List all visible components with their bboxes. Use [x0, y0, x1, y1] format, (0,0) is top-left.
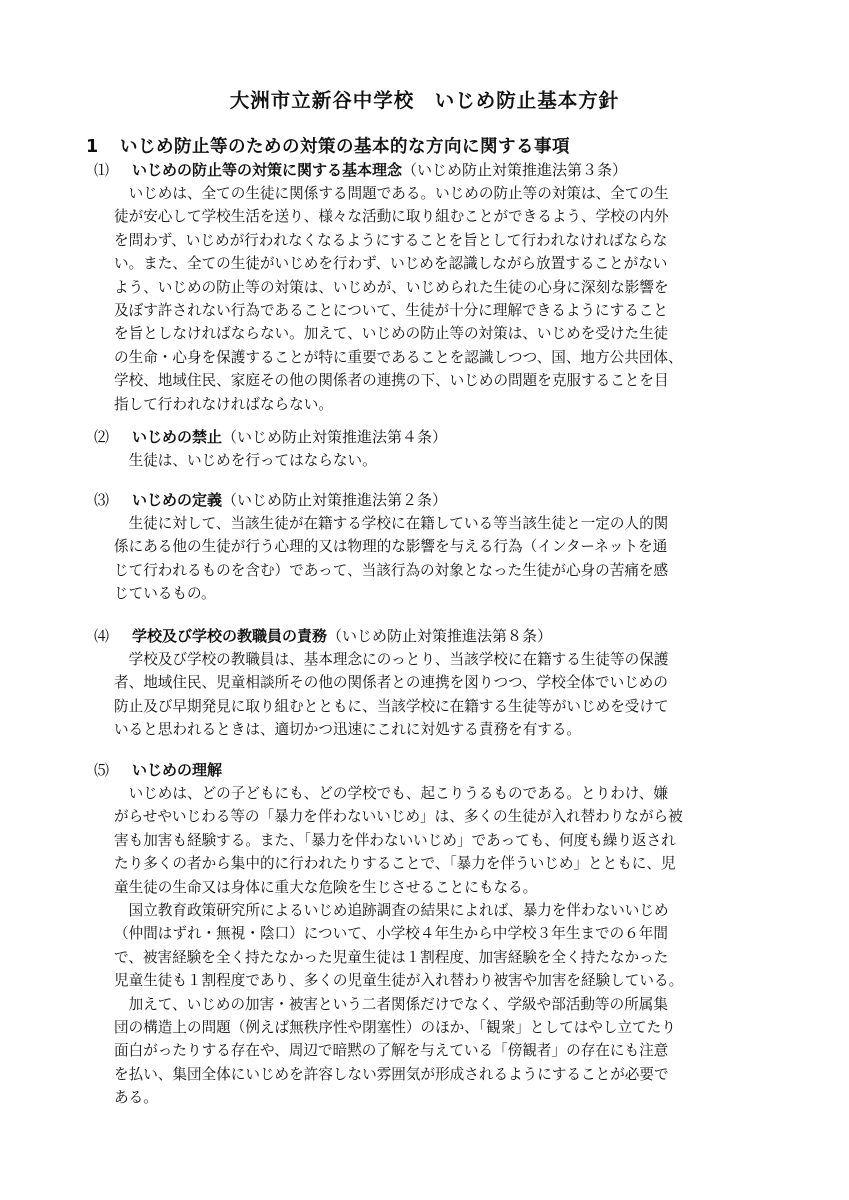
subsection-heading	[94, 488, 668, 512]
document-title: 大洲市立新谷中学校 いじめ防止基本方針	[229, 89, 620, 112]
paragraph	[114, 182, 683, 416]
text-line: がらせやいじわる等の「暴力を伴わないいじめ」は、多くの生徒が入れ替わりながら被	[114, 808, 683, 826]
text-line: 及ぼす許されない行為であることについて、生徒が十分に理解できるようにすること	[114, 301, 668, 319]
text-line: 生徒に対して、当該生徒が在籍する学校に在籍している等当該生徒と一定の人的関	[114, 515, 669, 532]
text-line: 学校及び学校の教職員は、基本理念にのっとり、当該学校に在籍する生徒等の保護	[114, 651, 669, 668]
law-reference: （いじめ防止対策推進法第３条）	[402, 161, 628, 179]
text-line: じているもの。	[114, 585, 216, 603]
subsection-number: ⑴	[94, 161, 110, 179]
subsection-label: いじめの理解	[132, 761, 223, 779]
paragraph	[114, 512, 668, 606]
text-line: 面白がったりする存在や、周辺で暗黙の了解を与えている「傍観者」の存在にも注意	[114, 1042, 669, 1060]
subsection-1	[94, 158, 683, 416]
text-line: いじめは、どの子どもにも、どの学校でも、起こりうるものである。とりわけ、嫌	[114, 785, 668, 802]
subsection-heading	[94, 624, 669, 648]
text-line: ある。	[114, 1089, 158, 1107]
subsection-label: いじめの禁止	[132, 428, 223, 446]
text-line: 者、地域住民、児童相談所その他の関係者との連携を図りつつ、学校全体でいじめの	[114, 674, 668, 692]
text-line: い。また、全ての生徒がいじめを行わず、いじめを認識しながら放置することがない	[114, 255, 668, 273]
text-line: たり多くの者から集中的に行われたりすることで、「暴力を伴ういじめ」とともに、児	[114, 855, 676, 873]
paragraph	[114, 648, 669, 742]
text-line: を旨としなければならない。加えて、いじめの防止等の対策は、いじめを受けた生徒	[114, 325, 669, 343]
section-number: 1	[86, 137, 99, 157]
paragraph	[114, 449, 447, 472]
text-line: で、被害経験を全く持たなかった児童生徒は１割程度、加害経験を全く持たなかった	[114, 948, 669, 966]
paragraph	[114, 782, 683, 1109]
text-line: いじめは、全ての生徒に関係する問題である。いじめの防止等の対策は、全ての生	[114, 185, 669, 202]
section-heading-text: いじめ防止等のための対策の基本的な方向に関する事項	[120, 137, 570, 157]
subsection-number: ⑷	[94, 627, 110, 645]
text-line: 国立教育政策研究所によるいじめ追跡調査の結果によれば、暴力を伴わないいじめ	[114, 901, 669, 919]
text-line: （仲間はずれ・無視・陰口）について、小学校４年生から中学校３年生までの６年間	[114, 925, 668, 943]
text-line: 児童生徒も１割程度であり、多くの児童生徒が入れ替わり被害や加害を経験している。	[114, 972, 684, 990]
subsection-number: ⑶	[94, 491, 110, 509]
text-line: 徒が安心して学校生活を送り、様々な活動に取り組むことができるよう、学校の内外	[114, 208, 669, 226]
subsection-number: ⑸	[94, 761, 110, 779]
subsection-heading	[94, 158, 683, 182]
text-line: 害も加害も経験する。また、「暴力を伴わないいじめ」であっても、何度も繰り返され	[114, 831, 676, 849]
text-line: 係にある他の生徒が行う心理的又は物理的な影響を与える行為（インターネットを通	[114, 538, 668, 556]
text-line: 童生徒の生命又は身体に重大な危険を生じさせることにもなる。	[114, 878, 538, 896]
text-line: を問わず、いじめが行われなくなるようにすることを旨として行われなければならな	[114, 231, 668, 249]
text-line: の生命・心身を保護することが特に重要であることを認識しつつ、国、地方公共団体、	[114, 348, 683, 366]
text-line: 指して行われなければならない。	[114, 395, 333, 413]
subsection-label: 学校及び学校の教職員の責務	[132, 627, 328, 645]
law-reference: （いじめ防止対策推進法第４条）	[222, 428, 448, 446]
text-line: 防止及び早期発見に取り組むとともに、当該学校に在籍する生徒等がいじめを受けて	[114, 697, 669, 715]
text-line: 生徒は、いじめを行ってはならない。	[114, 452, 377, 469]
subsection-4	[94, 624, 669, 742]
subsection-label: いじめの定義	[132, 491, 223, 509]
subsection-2	[94, 425, 447, 472]
subsection-label: いじめの防止等の対策に関する基本理念	[132, 161, 403, 179]
text-line: 学校、地域住民、家庭その他の関係者の連携の下、いじめの問題を克服することを目	[114, 372, 669, 390]
subsection-number: ⑵	[94, 428, 110, 446]
text-line: じて行われるものを含む）であって、当該行為の対象となった生徒が心身の苦痛を感	[114, 561, 669, 579]
section-heading	[86, 133, 570, 158]
law-reference: （いじめ防止対策推進法第８条）	[327, 627, 553, 645]
text-line: よう、いじめの防止等の対策は、いじめが、いじめられた生徒の心身に深刻な影響を	[114, 278, 669, 296]
text-line: を払い、集団全体にいじめを許容しない雰囲気が形成されるようにすることが必要で	[114, 1065, 669, 1083]
subsection-heading	[94, 425, 447, 449]
text-line: 加えて、いじめの加害・被害という二者関係だけでなく、学級や部活動等の所属集	[114, 995, 668, 1013]
law-reference: （いじめ防止対策推進法第２条）	[222, 491, 448, 509]
subsection-5	[94, 758, 683, 1109]
text-line: いると思われるときは、適切かつ迅速にこれに対処する責務を有する。	[114, 721, 582, 739]
subsection-heading	[94, 758, 683, 782]
subsection-3	[94, 488, 668, 606]
text-line: 団の構造上の問題（例えば無秩序性や閉塞性）のほか、「観衆」としてはやし立てたり	[114, 1018, 676, 1036]
